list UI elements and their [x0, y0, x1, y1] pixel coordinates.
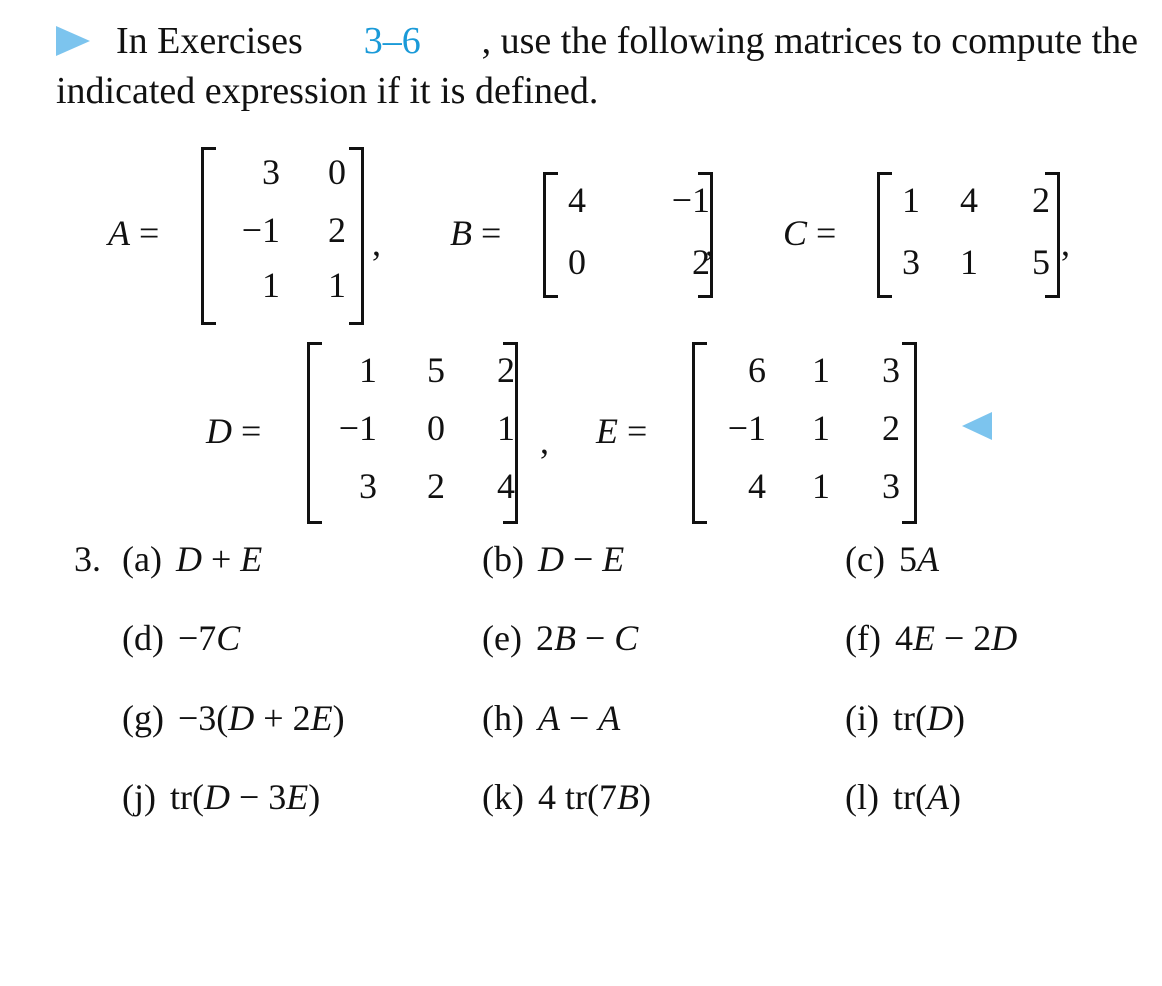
matrix-b-entry: 0	[568, 242, 586, 282]
matrix-a-entry: 1	[328, 265, 346, 305]
exercise-part	[845, 617, 1017, 659]
matrix-d-entry: 4	[497, 466, 515, 506]
matrix-b-label: B =	[450, 213, 502, 253]
matrix-d-entry: 1	[359, 350, 377, 390]
part-tag: (e)	[482, 618, 522, 658]
part-expression: 4 tr(7B)	[537, 777, 651, 817]
matrix-d-entry: 2	[497, 350, 515, 390]
separator-comma: ,	[1061, 223, 1070, 263]
matrix-d-entry: 5	[427, 350, 445, 390]
part-expression: −3(D + 2E)	[177, 698, 345, 738]
matrix-c-entry: 2	[1032, 180, 1050, 220]
matrix-e-entry: 4	[748, 466, 766, 506]
matrix-c-label: C =	[783, 213, 837, 253]
part-expression: D + E	[175, 539, 263, 579]
matrix-e-entry: 3	[882, 350, 900, 390]
exercise-part	[845, 538, 939, 580]
part-tag: (a)	[122, 539, 162, 579]
matrix-d-entry: 3	[359, 466, 377, 506]
exercise-part	[122, 776, 320, 818]
matrix-d-entry: 1	[497, 408, 515, 448]
intro-line-2: indicated expression if it is defined.	[56, 70, 599, 112]
matrix-d-entry: 2	[427, 466, 445, 506]
exercise-part	[482, 617, 638, 659]
matrix-e-entry: −1	[727, 408, 766, 448]
separator-comma: ,	[540, 421, 549, 461]
exercise-part	[122, 697, 345, 739]
part-tag: (h)	[482, 698, 524, 738]
matrix-b-entry: 4	[568, 180, 586, 220]
part-tag: (l)	[845, 777, 879, 817]
part-tag: (j)	[122, 777, 156, 817]
part-expression: 4E − 2D	[894, 618, 1018, 658]
exercise-part	[482, 538, 624, 580]
exercise-part	[845, 776, 961, 818]
matrix-d-label: D =	[206, 411, 262, 451]
part-expression: 5A	[898, 539, 939, 579]
separator-comma: ,	[705, 223, 714, 263]
separator-comma: ,	[372, 223, 381, 263]
matrix-c-entry: 3	[902, 242, 920, 282]
part-tag: (k)	[482, 777, 524, 817]
matrix-a-entry: 0	[328, 152, 346, 192]
matrix-a-label: A =	[108, 213, 160, 253]
matrix-e-entry: 1	[812, 408, 830, 448]
matrix-c-entry: 4	[960, 180, 978, 220]
matrix-c-entry: 5	[1032, 242, 1050, 282]
matrix-c-entry: 1	[902, 180, 920, 220]
matrix-e-entry: 3	[882, 466, 900, 506]
play-triangle-icon	[56, 26, 90, 56]
matrix-e-entry: 2	[882, 408, 900, 448]
part-tag: (d)	[122, 618, 164, 658]
matrix-e-entry: 6	[748, 350, 766, 390]
part-expression: −7C	[177, 618, 241, 658]
exercise-part	[482, 776, 651, 818]
part-expression: tr(A)	[892, 777, 961, 817]
part-expression: D − E	[537, 539, 625, 579]
part-expression: tr(D)	[892, 698, 965, 738]
exercise-part	[482, 697, 620, 739]
matrix-a-entry: 1	[262, 265, 280, 305]
part-tag: (f)	[845, 618, 881, 658]
matrix-c-entry: 1	[960, 242, 978, 282]
problem-intro	[56, 16, 1138, 116]
matrix-d-entry: −1	[338, 408, 377, 448]
part-expression: A − A	[537, 698, 621, 738]
exercise-number: 3.	[74, 539, 101, 579]
exercise-part	[845, 697, 965, 739]
matrix-a-entry: −1	[241, 210, 280, 250]
part-tag: (b)	[482, 539, 524, 579]
matrix-d-entry: 0	[427, 408, 445, 448]
part-expression: 2B − C	[535, 618, 639, 658]
exercise-part	[122, 617, 240, 659]
exercise-part	[122, 538, 262, 580]
matrix-a-entry: 3	[262, 152, 280, 192]
intro-after-link: , use the following matrices to compute the	[481, 20, 1138, 62]
matrix-e-label: E =	[596, 411, 648, 451]
matrix-b-entry: 2	[692, 242, 710, 282]
end-triangle-icon	[962, 412, 992, 440]
intro-before-link: In Exercises	[116, 20, 303, 62]
matrix-b-entry: −1	[671, 180, 710, 220]
matrix-a-entry: 2	[328, 210, 346, 250]
part-tag: (c)	[845, 539, 885, 579]
exercises-link[interactable]: 3–6	[363, 20, 421, 62]
matrix-e-entry: 1	[812, 350, 830, 390]
part-tag: (g)	[122, 698, 164, 738]
right-bracket	[349, 147, 364, 325]
matrix-e-entry: 1	[812, 466, 830, 506]
part-expression: tr(D − 3E)	[169, 777, 321, 817]
part-tag: (i)	[845, 698, 879, 738]
right-bracket	[902, 342, 917, 524]
